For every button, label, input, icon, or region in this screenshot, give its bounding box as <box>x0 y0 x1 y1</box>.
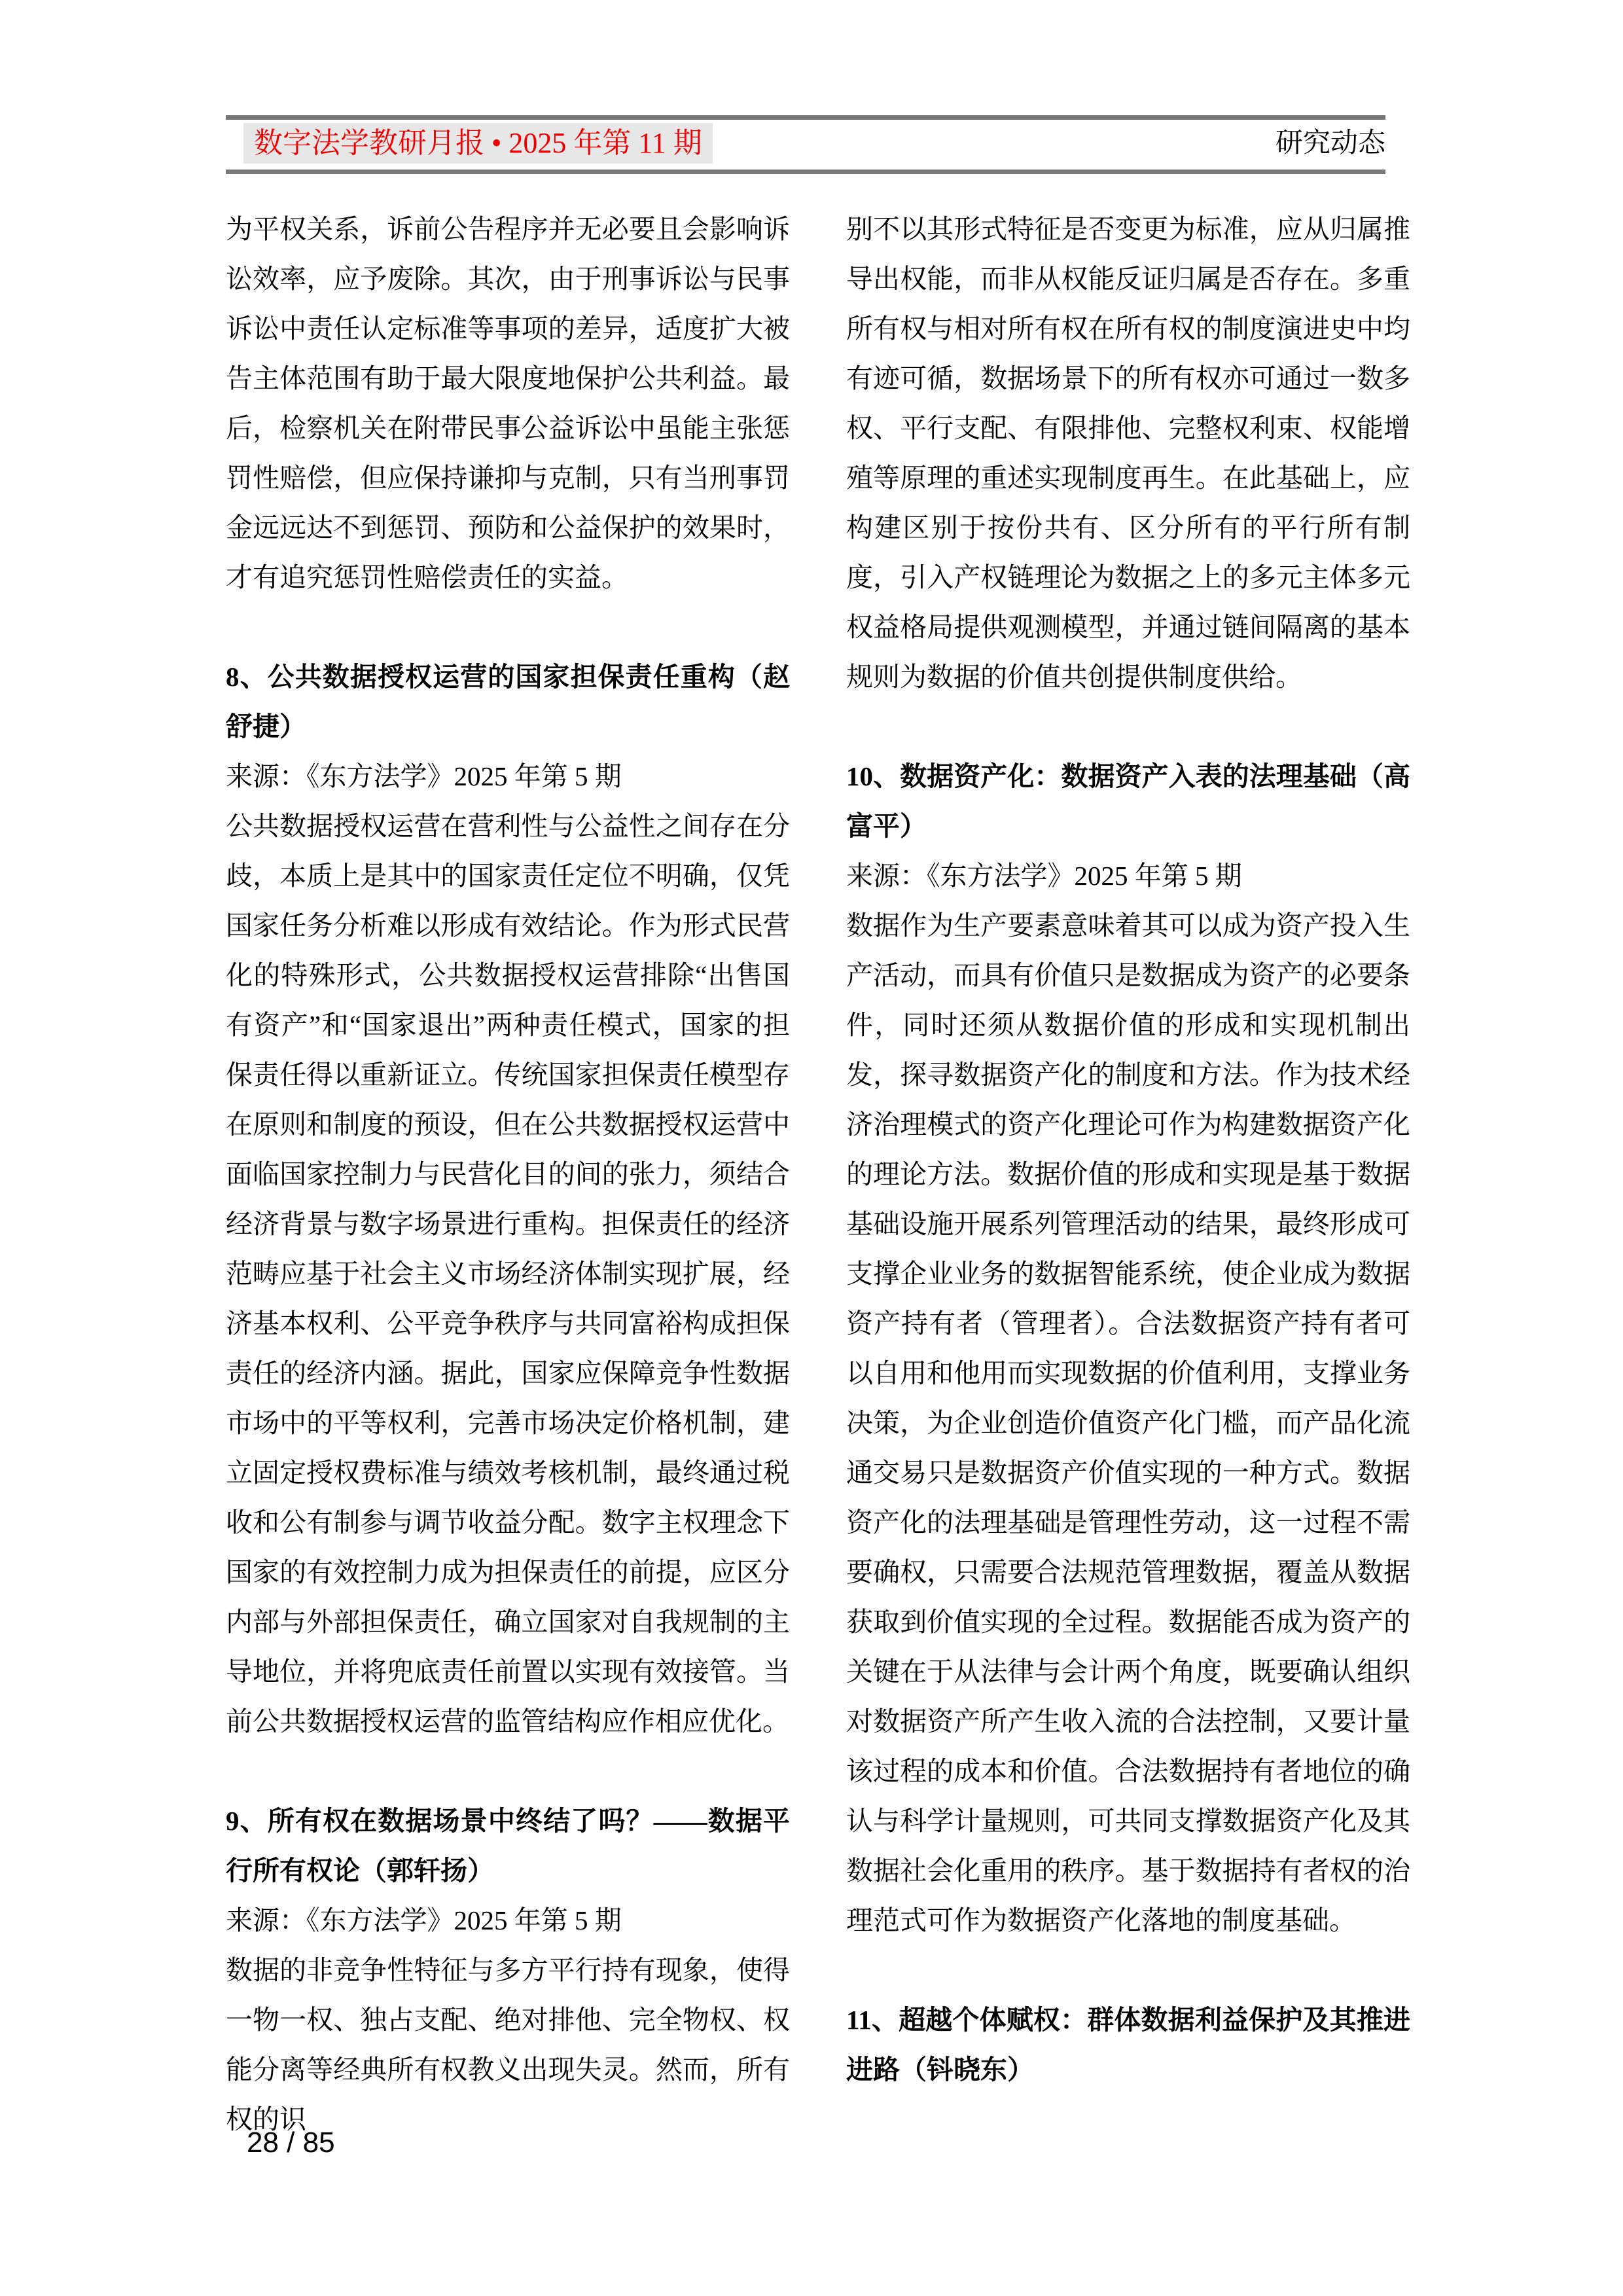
header-section-label: 研究动态 <box>1275 128 1385 158</box>
article-11-heading: 11、超越个体赋权：群体数据利益保护及其推进进路（钭晓东） <box>846 2005 1410 2085</box>
header-top-rule <box>226 115 1385 120</box>
previous-abstract-continued-paragraph: 为平权关系，诉前公告程序并无必要且会影响诉讼效率，应予废除。其次，由于刑事诉讼与民事诉讼中责任认定标准等事项的差异，适度扩大被告主体范围有助于最大限度地保护公共利益。最后，检察机关在附带民事公益诉讼中虽能主张惩罚性赔偿，但应保持谦抑与克制，只有当刑事罚金远远达不到惩罚、预防和公益保护的效果时，才有追究惩罚性赔偿责任的实益。 <box>226 214 790 592</box>
right-column <box>846 204 1410 2094</box>
article-9-source: 来源：《东方法学》2025 年第 5 期 <box>226 1905 622 1935</box>
article-9-heading: 9、所有权在数据场景中终结了吗？——数据平行所有权论（郭轩扬） <box>226 1806 790 1886</box>
article-10-heading: 10、数据资产化：数据资产入表的法理基础（高富平） <box>846 761 1410 841</box>
article-10-abstract: 数据作为生产要素意味着其可以成为资产投入生产活动，而具有价值只是数据成为资产的必要条件，同时还须从数据价值的形成和实现机制出发，探寻数据资产化的制度和方法。作为技术经济治理模式的资产化理论可作为构建数据资产化的理论方法。数据价值的形成和实现是基于数据基础设施开展系列管理活动的结果，最终形成可支撑企业业务的数据智能系统，使企业成为数据资产持有者（管理者）。合法数据资产持有者可以自用和他用而实现数据的价值利用，支撑业务决策，为企业创造价值资产化门槛，而产品化流通交易只是数据资产价值实现的一种方式。数据资产化的法理基础是管理性劳动，这一过程不需要确权，只需要合法规范管理数据，覆盖从数据获取到价值实现的全过程。数据能否成为资产的关键在于从法律与会计两个角度，既要确认组织对数据资产所产生收入流的合法控制，又要计量该过程的成本和价值。合法数据持有者地位的确认与科学计量规则，可共同支撑数据资产化及其数据社会化重用的秩序。基于数据持有者权的治理范式可作为数据资产化落地的制度基础。 <box>846 910 1410 1935</box>
article-9-abstract-continued: 别不以其形式特征是否变更为标准，应从归属推导出权能，而非从权能反证归属是否存在。多重所有权与相对所有权在所有权的制度演进史中均有迹可循，数据场景下的所有权亦可通过一数多权、平行支配、有限排他、完整权利束、权能增殖等原理的重述实现制度再生。在此基础上，应构建区别于按份共有、区分所有的平行所有制度，引入产权链理论为数据之上的多元主体多元权益格局提供观测模型，并通过链间隔离的基本规则为数据的价值共创提供制度供给。 <box>846 214 1410 692</box>
journal-title: 数字法学教研月报 • 2025 年第 11 期 <box>243 123 713 164</box>
article-10-source: 来源：《东方法学》2025 年第 5 期 <box>846 861 1242 891</box>
article-8-source: 来源：《东方法学》2025 年第 5 期 <box>226 761 622 791</box>
left-column <box>226 204 790 2144</box>
article-8-abstract: 公共数据授权运营在营利性与公益性之间存在分歧，本质上是其中的国家责任定位不明确，仅凭国家任务分析难以形成有效结论。作为形式民营化的特殊形式，公共数据授权运营排除“出售国有资产”和“国家退出”两种责任模式，国家的担保责任得以重新证立。传统国家担保责任模型存在原则和制度的预设，但在公共数据授权运营中面临国家控制力与民营化目的间的张力，须结合经济背景与数字场景进行重构。担保责任的经济范畴应基于社会主义市场经济体制实现扩展，经济基本权利、公平竞争秩序与共同富裕构成担保责任的经济内涵。据此，国家应保障竞争性数据市场中的平等权利，完善市场决定价格机制，建立固定授权费标准与绩效考核机制，最终通过税收和公有制参与调节收益分配。数字主权理念下国家的有效控制力成为担保责任的前提，应区分内部与外部担保责任，确立国家对自我规制的主导地位，并将兜底责任前置以实现有效接管。当前公共数据授权运营的监管结构应作相应优化。 <box>226 811 790 1736</box>
header-bottom-rule <box>226 170 1385 174</box>
article-8-heading: 8、公共数据授权运营的国家担保责任重构（赵舒捷） <box>226 662 790 742</box>
article-9-abstract-start: 数据的非竞争性特征与多方平行持有现象，使得一物一权、独占支配、绝对排他、完全物权、权能分离等经典所有权教义出现失灵。然而，所有权的识 <box>226 1955 790 2134</box>
page-number: 28 / 85 <box>247 2126 335 2159</box>
